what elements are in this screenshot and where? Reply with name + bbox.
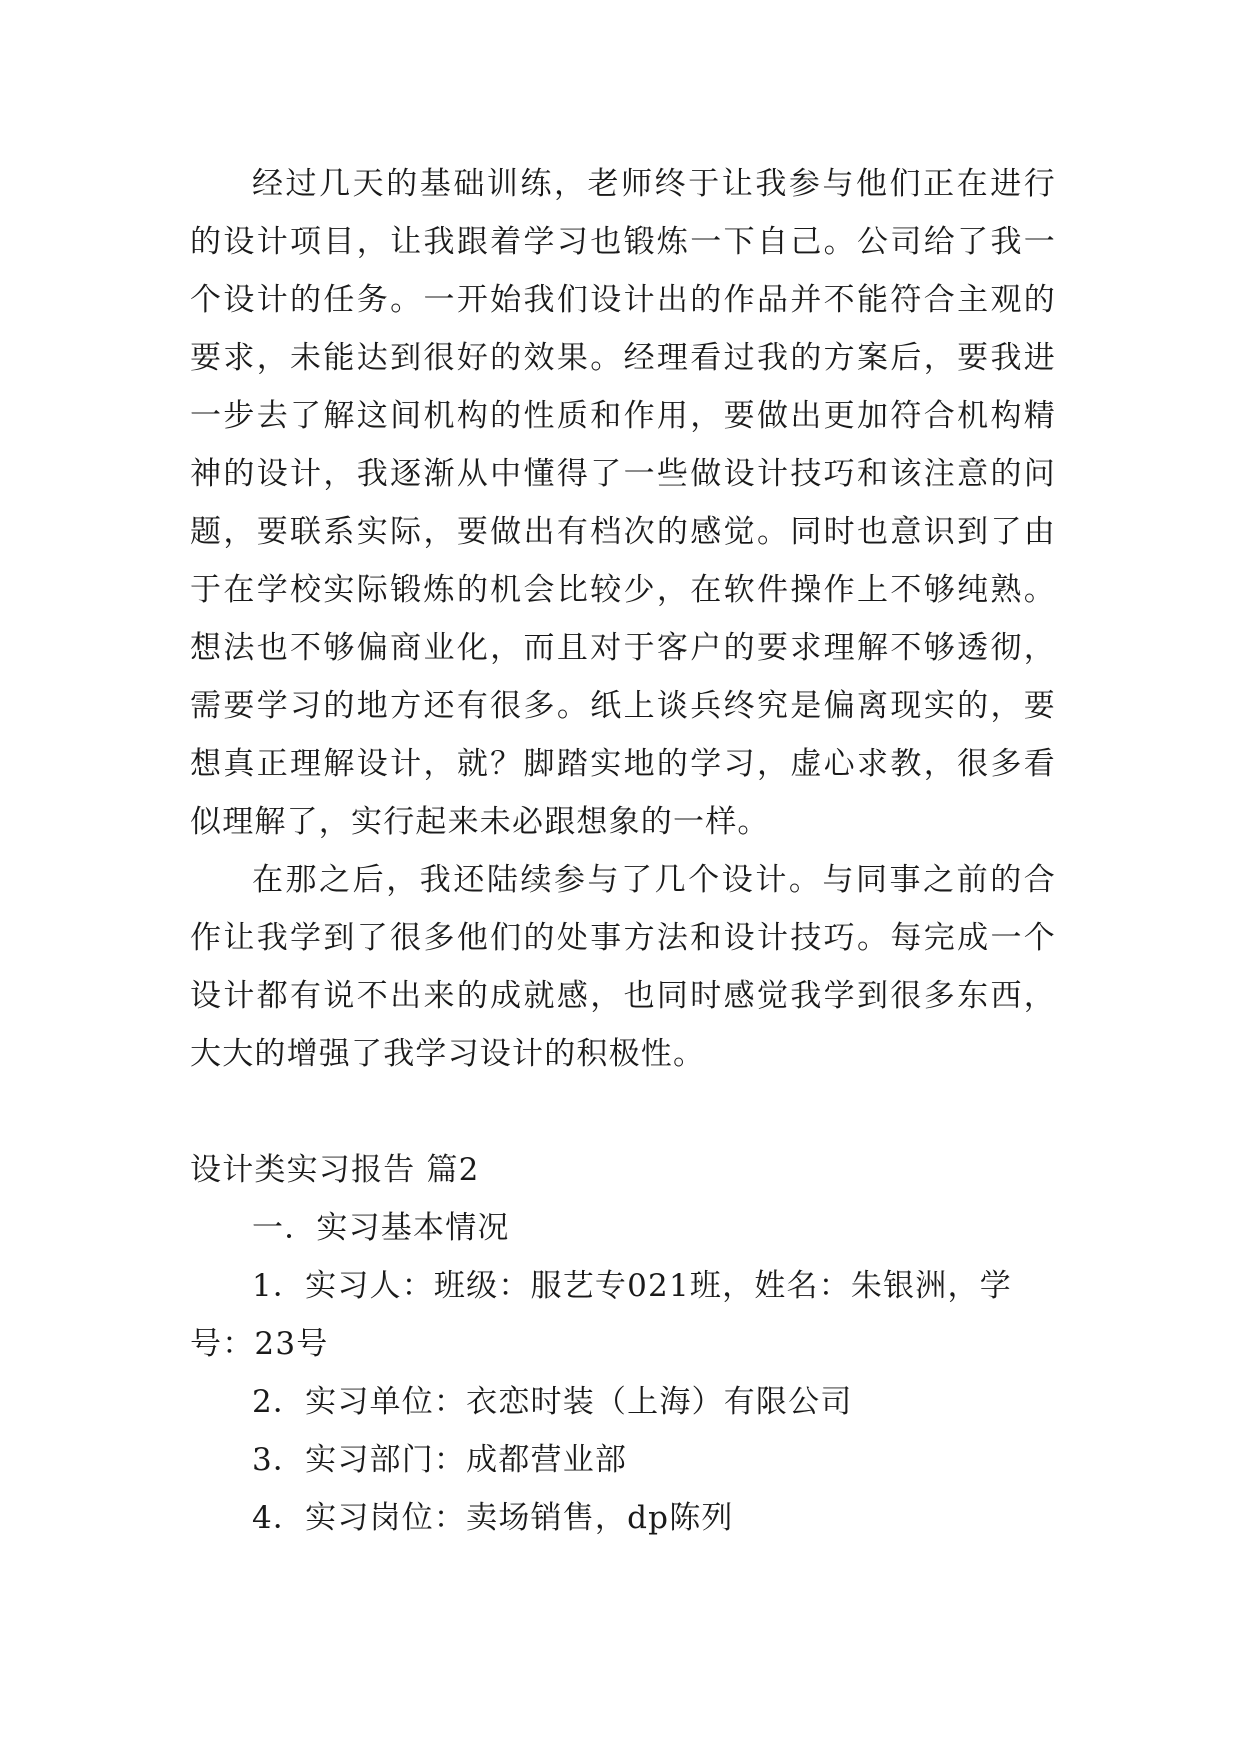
list-item-2: 2．实习单位：衣恋时装（上海）有限公司 — [252, 1384, 853, 1420]
section-spacer — [190, 1083, 1056, 1141]
body-paragraph-2: 在那之后，我还陆续参与了几个设计。与同事之前的合作让我学到了很多他们的处事方法和设计技巧。每完成一个设计都有说不出来的成就感，也同时感觉我学到很多东西，大大的增强了我学习设计的积极性。 — [190, 862, 1056, 1072]
list-item-3: 3．实习部门：成都营业部 — [252, 1442, 628, 1478]
section-title: 设计类实习报告 篇2 — [190, 1152, 480, 1188]
body-paragraph-1: 经过几天的基础训练，老师终于让我参与他们正在进行的设计项目，让我跟着学习也锻炼一下自己。公司给了我一个设计的任务。一开始我们设计出的作品并不能符合主观的要求，未能达到很好的效果。经理看过我的方案后，要我进一步去了解这间机构的性质和作用，要做出更加符合机构精神的设计，我逐渐从中懂得了一些做设计技巧和该注意的问题，要联系实际，要做出有档次的感觉。同时也意识到了由于在学校实际锻炼的机会比较少，在软件操作上不够纯熟。想法也不够偏商业化，而且对于客户的要求理解不够透彻，需要学习的地方还有很多。纸上谈兵终究是偏离现实的，要想真正理解设计，就？脚踏实地的学习，虚心求教，很多看似理解了，实行起来未必跟想象的一样。 — [190, 166, 1056, 840]
list-item-1: 1．实习人：班级：服艺专021班，姓名：朱银洲，学号：23号 — [190, 1268, 1012, 1362]
list-item-4: 4．实习岗位：卖场销售，dp陈列 — [252, 1500, 734, 1536]
section-subheading: 一．实习基本情况 — [252, 1210, 510, 1246]
document-page — [190, 155, 1056, 1547]
